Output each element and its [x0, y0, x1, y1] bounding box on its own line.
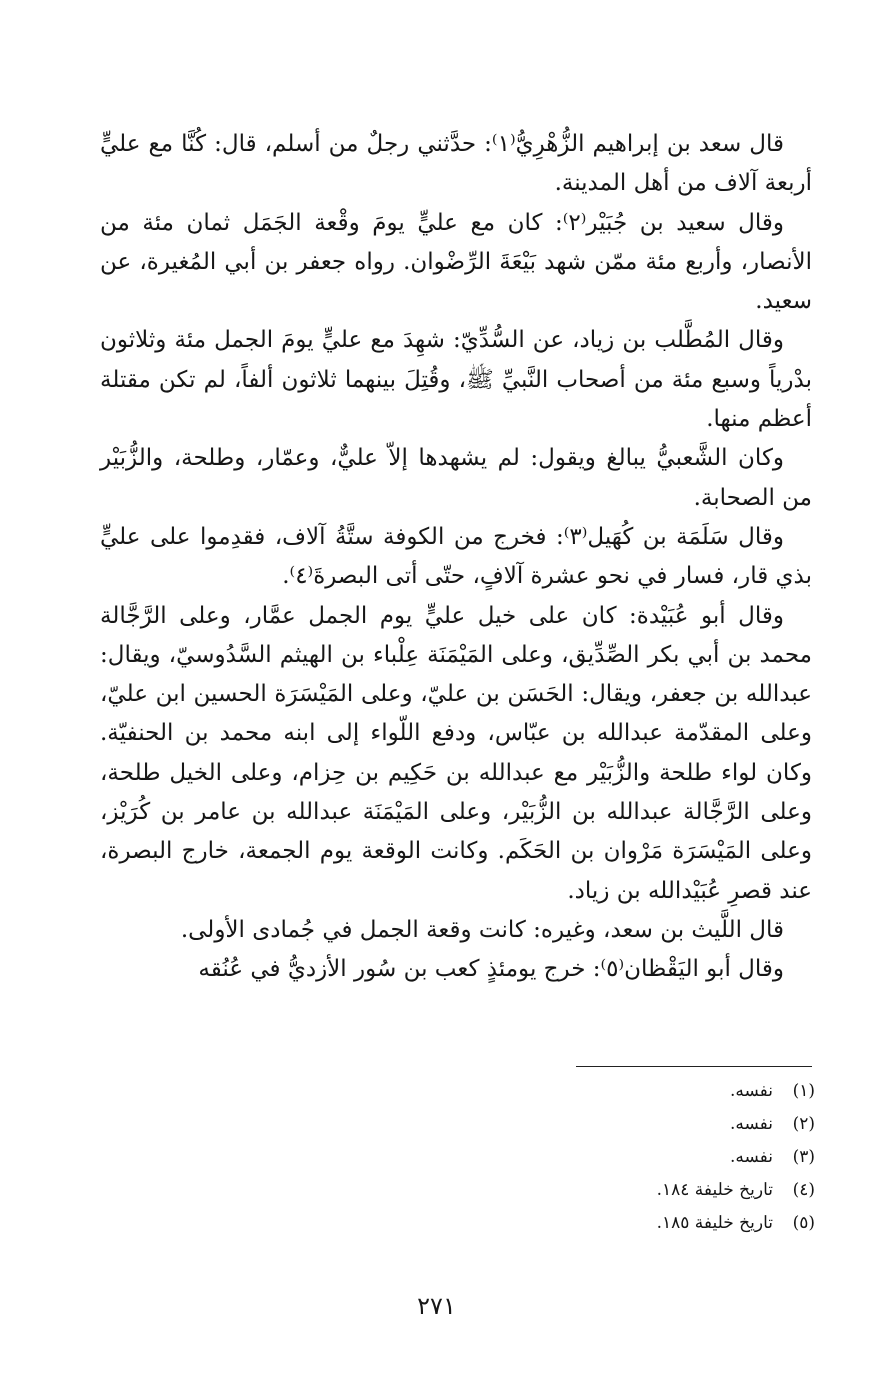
footnote-number: (٢)	[792, 1114, 815, 1134]
footnote-1	[555, 1075, 815, 1108]
paragraph-5: وقال سَلَمَة بن كُهَيل⁽٣⁾: فخرج من الكوفة ستَّةُ آلاف، فقدِموا على عليٍّ بذي قار، فسار في نحو عشرة آلافٍ، حتّى أتى البصرةَ⁽٤⁾.	[100, 523, 812, 590]
footnote-text: نفسه.	[729, 1147, 773, 1167]
footnotes	[555, 1075, 815, 1240]
paragraph-2: وقال سعيد بن جُبَيْر⁽٢⁾: كان مع عليٍّ يومَ وقْعة الجَمَل ثمان مئة من الأنصار، وأربع مئة ممّن شهد بَيْعَةَ الرِّضْوان. رواه جعفر بن أبي المُغيرة، عن سعيد.	[100, 209, 812, 315]
footnote-text: تاريخ خليفة ١٨٤.	[656, 1180, 773, 1200]
main-text-body	[100, 125, 812, 990]
footnote-4	[555, 1174, 815, 1207]
paragraph-8: وقال أبو اليَقْظان⁽٥⁾: خرج يومئذٍ كعب بن سُور الأزديُّ في عُنُقه	[198, 956, 784, 983]
footnote-text: تاريخ خليفة ١٨٥.	[656, 1213, 773, 1233]
footnote-text: نفسه.	[729, 1081, 773, 1101]
footnote-separator	[576, 1066, 812, 1067]
footnote-number: (٣)	[792, 1147, 815, 1167]
footnote-5	[555, 1207, 815, 1240]
paragraph-4: وكان الشَّعبيُّ يبالغ ويقول: لم يشهدها إلاّ عليٌّ، وعمّار، وطلحة، والزُّبَيْر من الصحابة.	[100, 445, 812, 511]
footnote-text: نفسه.	[729, 1114, 773, 1134]
footnote-number: (١)	[792, 1081, 815, 1101]
paragraph-7: قال اللَّيث بن سعد، وغيره: كانت وقعة الجمل في جُمادى الأولى.	[180, 916, 784, 943]
paragraph-6: وقال أبو عُبَيْدة: كان على خيل عليٍّ يوم الجمل عمَّار، وعلى الرَّجَّالة محمد بن أبي بكر الصِّدِّيق، وعلى المَيْمَنَة عِلْباء بن الهيثم السَّدُوسيّ، ويقال: عبدالله بن جعفر، ويقال: الحَسَن بن عليّ، وعلى المَيْسَرَة الحسين ابن عليّ، وعلى المقدّمة عبدالله بن عبّاس، ودفع اللّواء إلى ابنه محمد بن الحنفيّة. وكان لواء طلحة والزُّبَيْر مع عبدالله بن حَكِيم بن حِزام، وعلى الخيل طلحة، وعلى الرَّجَّالة عبدالله بن الزُّبَيْر، وعلى المَيْمَنَة عبدالله بن عامر بن كُرَيْز، وعلى المَيْسَرَة مَرْوان بن الحَكَم. وكانت الوقعة يوم الجمعة، خارج البصرة، عند قصرِ عُبَيْدالله بن زياد.	[100, 602, 812, 904]
paragraph-1: قال سعد بن إبراهيم الزُّهْرِيُّ⁽١⁾: حدَّثني رجلٌ من أسلم، قال: كُنَّا مع عليٍّ أربعة آلاف من أهل المدينة.	[100, 131, 812, 197]
page-number: ٢٧١	[417, 1292, 456, 1320]
footnote-2	[555, 1108, 815, 1141]
paragraph-3: وقال المُطَّلب بن زياد، عن السُّدِّيّ: شهِدَ مع عليٍّ يومَ الجمل مئة وثلاثون بدْرياً وسبع مئة من أصحاب النَّبيِّ ﷺ، وقُتِلَ بينهما ثلاثون ألفاً، لم تكن مقتلة أعظم منها.	[100, 327, 812, 433]
footnote-number: (٤)	[792, 1180, 815, 1200]
footnote-number: (٥)	[792, 1213, 815, 1233]
footnote-3	[555, 1141, 815, 1174]
